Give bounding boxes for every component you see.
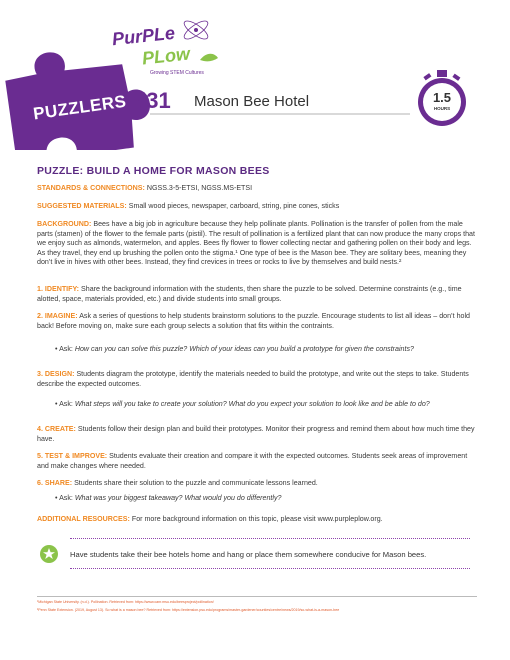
imagine-ask-text: How can you can solve this puzzle? Which of your ideas can you build a prototype for given the constraints?	[74, 345, 414, 353]
identify-paragraph	[37, 285, 477, 304]
materials-text: Small wood pieces, newspaper, carboard, string, pine cones, sticks	[128, 202, 340, 210]
tip-text: Have students take their bee hotels home and hang or place them somewhere conducive for Mason bees.	[70, 550, 427, 559]
design-label: 3. DESIGN:	[37, 370, 75, 378]
leaf-icon	[200, 54, 218, 62]
test-text: Students evaluate their creation and compare it with the expected outcomes. Students seek areas of improvement and make changes where needed.	[37, 452, 468, 470]
share-paragraph	[37, 479, 477, 489]
imagine-text: Ask a series of questions to help students brainstorm solutions to the puzzle. Encourage students to list all ideas – don’t hold back! Before moving on, make sure each group selects a solution that fits within the contraints.	[37, 312, 470, 330]
standards-text: NGSS.3-5-ETSI, NGSS.MS-ETSI	[146, 184, 253, 192]
share-ask-prefix: Ask:	[59, 494, 73, 502]
logo-purple: PurPLe	[111, 22, 176, 50]
logo-plow: PLow	[141, 43, 191, 69]
design-paragraph	[37, 370, 477, 389]
imagine-ask-prefix: Ask:	[59, 345, 73, 353]
share-label: 6. SHARE:	[37, 479, 73, 487]
tip-top-divider	[70, 538, 470, 539]
share-ask-text: What was your biggest takeaway? What would you do differently?	[74, 494, 282, 502]
footnote-2: ²Penn State Extension. (2019, August 13). So what is a mason bee? Retrieved from: https://extension.psu.edu/programs/master-gardener/counties/centre/news/2019/so-what-is-a-mason-bee	[37, 608, 340, 612]
puzzle-number: #31	[134, 88, 171, 113]
footnote-1: ¹Michigan State University. (n.d.). Pollination. Retrieved from: https://www.canr.msu.edu/beesproject/pollination/	[37, 600, 214, 604]
identify-label: 1. IDENTIFY:	[37, 285, 80, 293]
create-label: 4. CREATE:	[37, 425, 76, 433]
star-icon	[40, 545, 58, 563]
test-paragraph	[37, 452, 477, 471]
test-label: 5. TEST & IMPROVE:	[37, 452, 108, 460]
materials-paragraph	[37, 202, 477, 212]
puzzle-name: Mason Bee Hotel	[194, 93, 310, 110]
share-ask-bullet: • Ask: What was your biggest takeaway? What would you do differently?	[55, 494, 282, 502]
background-label: BACKGROUND:	[37, 220, 92, 228]
puzzle-title: PUZZLE: BUILD A HOME FOR MASON BEES	[37, 165, 270, 177]
page-header	[0, 0, 510, 150]
identify-text: Share the background information with the students, then share the puzzle to be solved. Determine constraints (e.g., time alotted, space, materials provided, etc.) and divide students into small groups.	[37, 285, 462, 303]
footnote-rule	[37, 596, 477, 597]
puzzle-piece-icon	[2, 39, 155, 150]
resources-label: ADDITIONAL RESOURCES:	[37, 515, 130, 523]
tip-bottom-divider	[70, 568, 470, 569]
puzzlers-label: PUZZLERS	[32, 91, 128, 124]
design-text: Students diagram the prototype, identify the materials needed to build the prototype, and write out the steps to take. Students describe the expected outcomes.	[37, 370, 469, 388]
create-text: Students follow their design plan and build their prototypes. Monitor their progress and remind them about how much time they have.	[37, 425, 475, 443]
imagine-label: 2. IMAGINE:	[37, 312, 78, 320]
design-ask-bullet: • Ask: What steps will you take to create your solution? What do you expect your solution to look like and be able to do?	[55, 400, 430, 408]
hours-unit: HOURS	[433, 106, 451, 111]
share-text: Students share their solution to the puzzle and communicate lessons learned.	[74, 479, 318, 487]
hours-value: 1.5	[432, 90, 452, 105]
resources-text: For more background information on this topic, please visit www.purpleplow.org.	[131, 515, 383, 523]
imagine-paragraph	[37, 312, 477, 331]
background-paragraph	[37, 220, 477, 268]
design-ask-prefix: Ask:	[59, 400, 73, 408]
background-text: Bees have a big job in agriculture because they help pollinate plants. Pollination is the transfer of pollen from the male parts (stamen) of the flower to the female parts (pistil). The result of pollination is a fertilized plant that can now produce the many crops that we enjoy such as almonds, watermelon, and apples. Bees fly flower to flower collecting nectar and gathering pollen on their body and legs. As they travel, they end up brushing the pollen onto the stigma.¹ One type of bee is the Mason bee. They are solitary bees, meaning they don’t live in hives with other bees. Instead, they find crevices in trees or rocks to live by themselves and build nests.²	[37, 220, 475, 267]
resources-paragraph	[37, 515, 477, 525]
materials-label: SUGGESTED MATERIALS:	[37, 202, 127, 210]
imagine-ask-bullet: • Ask: How can you can solve this puzzle? Which of your ideas can you build a prototype for given the constraints?	[55, 345, 414, 353]
create-paragraph	[37, 425, 477, 444]
design-ask-text: What steps will you take to create your solution? What do you expect your solution to look like and be able to do?	[74, 400, 430, 408]
logo-tagline: Growing STEM Cultures	[150, 70, 204, 76]
standards-label: STANDARDS & CONNECTIONS:	[37, 184, 145, 192]
standards-paragraph	[37, 184, 477, 194]
